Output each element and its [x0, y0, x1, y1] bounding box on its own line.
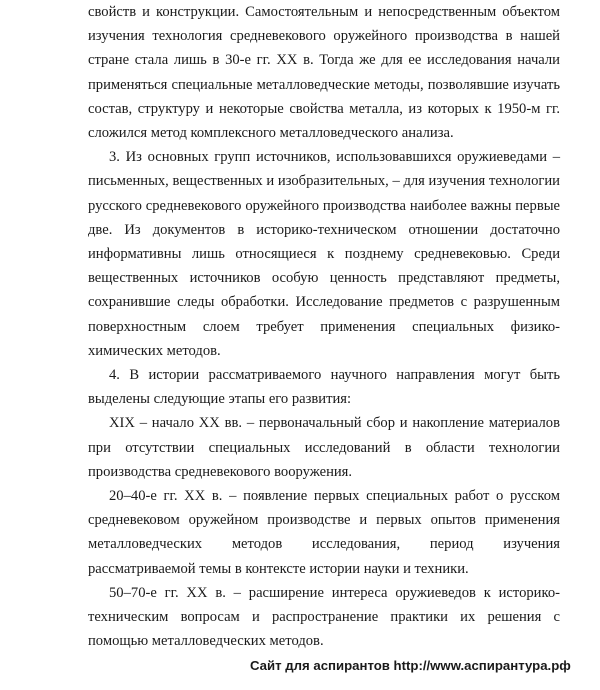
paragraph-continuation: свойств и конструкции. Самостоятельным и непосредственным объектом изучения технология средневекового оружейного производства в нашей стране стала лишь в 30-е гг. XX в. Тогда же для ее исследования начали применяться специальные металловедческие методы, позволявшие изучать состав, структуру и некоторые свойства металла, из которых к 1950-м гг. сложился метод комплексного металловедческого анализа. — [88, 4, 560, 142]
paragraph-stages-intro: 4. В истории рассматриваемого научного направления могут быть выделены следующие этапы его развития: — [88, 367, 560, 408]
site-footer-caption: Сайт для аспирантов http://www.аспирантура.рф — [250, 658, 571, 673]
paragraph-stage-20-40s: 20–40-е гг. XX в. – появление первых специальных работ о русском средневековом оружейном производстве и первых опытов применения металловедческих методов исследования, период изучения рассматриваемой темы в контексте истории науки и техники. — [88, 488, 560, 577]
document-page — [88, 0, 560, 653]
paragraph-sources: 3. Из основных групп источников, использовавшихся оружиеведами – письменных, вещественных и изобразительных, – для изучения технологии русского средневекового оружейного производства наиболее важны первые две. Из документов в историко-техническом отношении достаточно информативны лишь относящиеся к позднему средневековью. Среди вещественных источников особую ценность представляют предметы, сохранившие следы обработки. Исследование предметов с разрушенным поверхностным слоем требует применения специальных физико-химических методов. — [88, 149, 560, 359]
paragraph-stage-19th-century: XIX – начало XX вв. – первоначальный сбор и накопление материалов при отсутствии специальных исследований в области технологии производства средневекового вооружения. — [88, 415, 560, 480]
paragraph-stage-50-70s: 50–70-е гг. XX в. – расширение интереса оружиеведов к историко-техническим вопросам и распространение практики их решения с помощью металловедческих методов. — [88, 584, 560, 650]
